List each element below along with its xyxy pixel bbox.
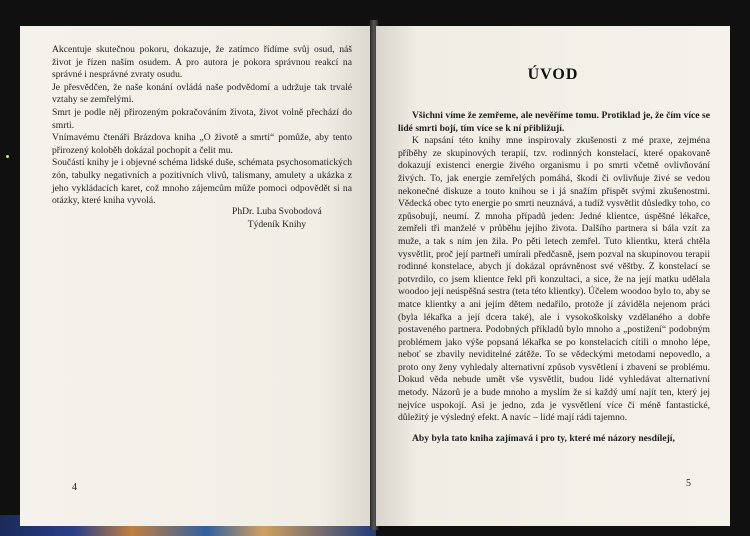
left-paragraph-3: Smrt je podle něj přirozeným pokračováním života, život volně přechází do smrti. — [52, 106, 352, 131]
signature-org: Týdeník Knihy — [247, 218, 307, 230]
scan-speck — [6, 155, 9, 158]
right-page — [376, 26, 730, 526]
signature-block — [232, 206, 322, 231]
right-page-body — [398, 110, 710, 445]
left-page-number: 4 — [72, 482, 77, 493]
left-page — [20, 26, 372, 526]
chapter-heading: ÚVOD — [527, 66, 579, 83]
left-paragraph-4: Vnímavému čtenáři Brázdova kniha „O životě a smrti“ pomůže, aby tento přirozený koloběh dokázal pochopit a čelit mu. — [52, 132, 352, 156]
closing-paragraph: Aby byla tato kniha zajímavá i pro ty, které mé názory nesdílejí, — [412, 432, 675, 444]
right-page-number: 5 — [686, 478, 691, 489]
left-paragraph-1: Akcentuje skutečnou pokoru, dokazuje, že zatímco řídíme svůj osud, náš život je řízen naším osudem. A pro autora je pokora správnou reakcí na správné i nesprávné zvraty osudu. — [52, 44, 352, 81]
left-page-body — [52, 44, 352, 208]
signature-name: PhDr. Luba Svobodová — [232, 206, 322, 217]
left-paragraph-2: Je přesvědčen, že naše konání ovládá naše podvědomí a udržuje tak trvalé vztahy se zemřelými. — [52, 81, 352, 106]
left-paragraph-5: Součástí knihy je i objevné schéma lidské duše, schémata psychosomatických zón, tabulky negativních a pozitivních vlivů, talismany, amulety a ukázka z jeho vykládacích karet, což mnoho zájemcům může pomoci odpovědět si na otázky, které kniha vyvolá. — [52, 157, 352, 207]
lead-paragraph: Všichni víme že zemřeme, ale nevěříme tomu. Protiklad je, že čím více se lidé smrti bojí, tím více se k ní přibližují. — [398, 110, 710, 134]
body-paragraph: K napsání této knihy mne inspirovaly zkušenosti z mé praxe, zejména příběhy ze skupinových terapií, tzv. rodinných konstelací, které opakovaně dokazují existenci energie živého organismu i po smrti včetně ovlivňování živých. To, jak energie zemřelých pomáhá, škodí či ovlivňuje živé se vedou nekonečné diskuze a touto knihou se i já snažím přispět svými zkušenostmi. Vědecká obec tyto energie po smrti neuznává, a tudíž vysvětlit důsledky toho, co způsobují, neumí. Z mnoha případů jeden: Jedné klientce, úspěšné lékařce, zemřeli tři manželé v průběhu jejího života. Dalšího partnera si bála vzít za muže, a tak s ním jen žila. Po pěti letech zemřel. Tuto klientku, která chtěla vysvětlit, proč její partneři umírali předčasně, jsem pozval na skupinovou terapii rodinné konstelace, abych jí dokázal oprávněnost své věštby. Z konstelací se potvrdilo, co jsem klientce řekl při konzultaci, a sice, že na její matku udělala woodoo její neúspěšná sestra (teta této klientky). Účelem woodoo bylo to, aby se matce klientky a ani jejím dětem nedařilo, protože jí záviděla nejenom práci (byla lékařka a její dcera také), ale i vysokoškolsky vzdělaného a dobře postaveného partnera. Podobných příkladů bylo mnoho a „postižení“ podobným problémem jako výše popsaná lékařka se po konstelacích cítili o mnoho lépe, neboť se zbavily neviditelné zátěže. To se vědeckými metodami nepovedlo, a proto ony ženy vyhledaly alternativní způsob vysvětlení i zbavení se problému. Dokud věda nebude umět vše vysvětlit, budou lidé vyhledávat alternativní metody. Názorů je a bude mnoho a myslím že si každý umí najít ten, který jej nejvíce uspokojí. Asi je jedno, zda je vysvětlení více či méně fantastické, důležitý je výsledný efekt. A navíc – lidé mají rádi tajemno. — [398, 135, 710, 424]
